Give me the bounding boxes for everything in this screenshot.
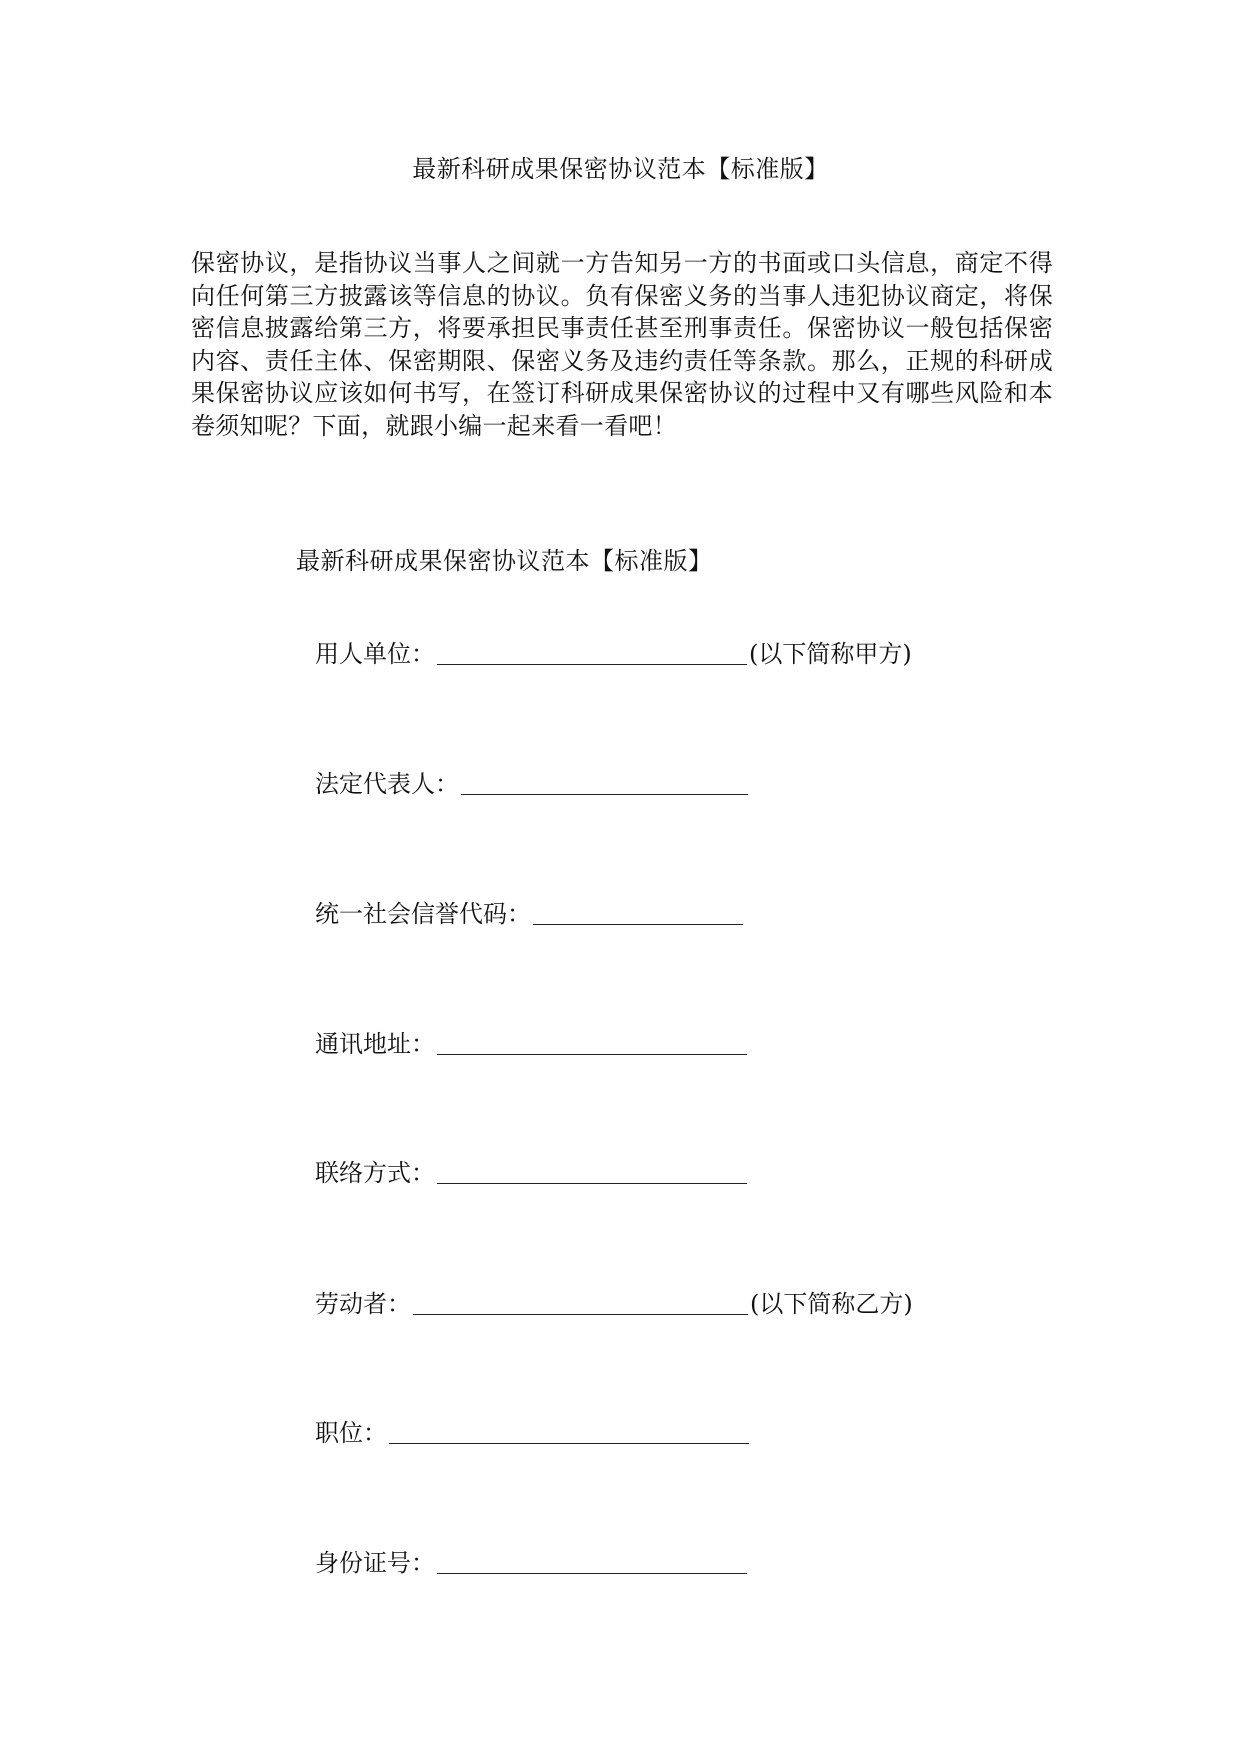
field-label: 职位： [315,1419,387,1447]
field-label: 法定代表人： [315,770,459,798]
credit-code-blank[interactable] [533,898,743,925]
contact-blank[interactable] [437,1157,747,1184]
employer-blank[interactable] [437,638,747,665]
field-label: 统一社会信誉代码： [315,900,531,928]
field-employee [315,1287,913,1321]
intro-paragraph: 保密协议，是指协议当事人之间就一方告知另一方的书面或口头信息，商定不得向任何第三方披露该等信息的协议。负有保密义务的当事人违犯协议商定，将保密信息披露给第三方，将要承担民事责任甚至刑事责任。保密协议一般包括保密内容、责任主体、保密期限、保密义务及违约责任等条款。那么，正规的科研成果保密协议应该如何书写，在签订科研成果保密协议的过程中又有哪些风险和本卷须知呢？下面，就跟小编一起来看一看吧！ [191,249,1053,440]
field-employer [315,637,912,671]
field-label: 用人单位： [315,640,435,668]
field-suffix: (以下简称甲方) [749,640,912,668]
field-label: 身份证号： [315,1549,435,1577]
field-label: 通讯地址： [315,1030,435,1058]
field-address [315,1027,749,1061]
address-blank[interactable] [437,1028,747,1055]
field-label: 联络方式： [315,1159,435,1187]
field-id-number [315,1546,749,1580]
position-blank[interactable] [389,1417,749,1444]
field-contact [315,1156,749,1190]
employee-blank[interactable] [413,1288,748,1315]
id-number-blank[interactable] [437,1547,747,1574]
field-suffix: (以下简称乙方) [750,1290,913,1318]
legal-representative-blank[interactable] [461,768,748,795]
page-title: 最新科研成果保密协议范本【标准版】 [412,155,829,183]
field-label: 劳动者： [315,1290,411,1318]
field-position [315,1416,751,1450]
field-credit-code [315,897,745,931]
section-title: 最新科研成果保密协议范本【标准版】 [296,547,713,575]
field-legal-representative [315,767,750,801]
